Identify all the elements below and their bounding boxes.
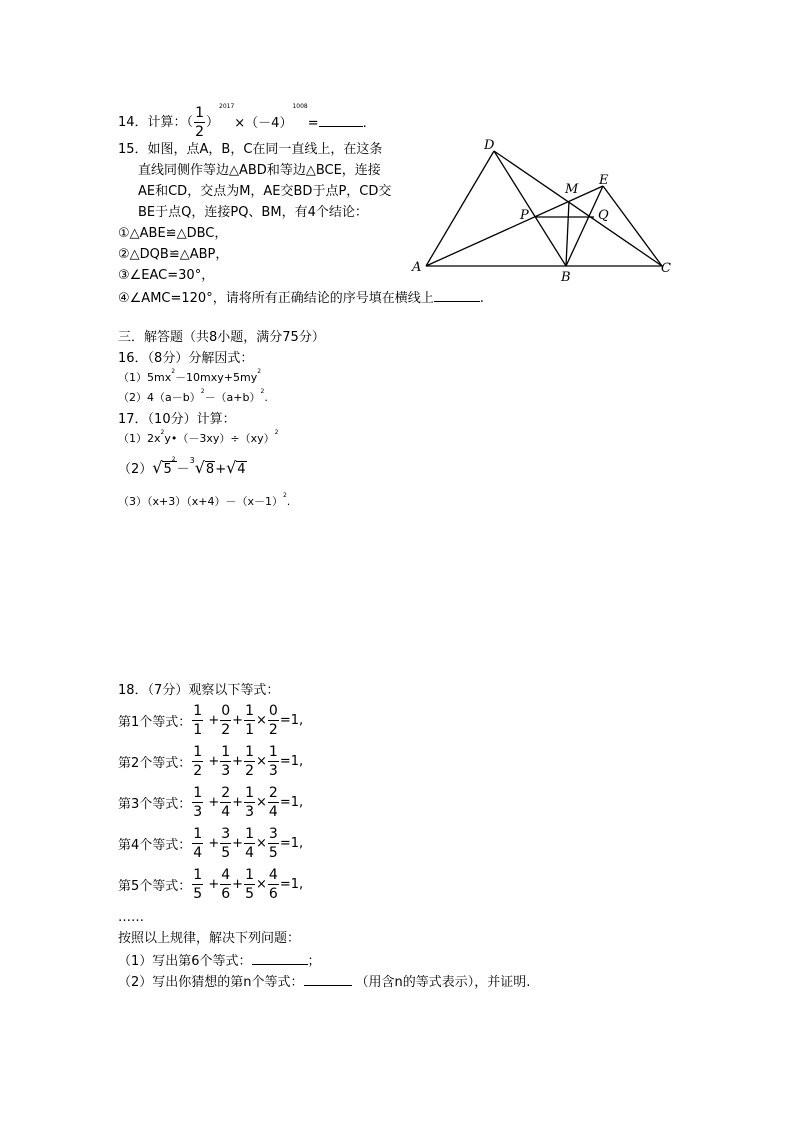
q16-part-2: [118, 388, 268, 404]
q17-part-3: [118, 492, 291, 508]
q18-q2-blank[interactable]: [304, 974, 352, 986]
q15-line-4: BE于点Q，连接PQ、BM，有4个结论：: [138, 205, 368, 220]
q17-p1-a: （1）2x: [118, 432, 161, 445]
q18-eq3-frac-c: $\frac{1}{3}$: [245, 785, 254, 820]
q15-geometry-figure: [0, 0, 793, 330]
q18-eq2-frac-c: $\frac{1}{2}$: [245, 744, 254, 779]
q18-equation-4: [118, 827, 303, 860]
q17-part-2: $(2)√5^2-^3√8+√4$: [118, 456, 246, 477]
q18-eq5-frac-c: $\frac{1}{5}$: [245, 867, 254, 902]
q17-title: 17．（10分）计算：: [118, 412, 236, 427]
segment-EC: [603, 186, 662, 266]
label-A: A: [412, 260, 422, 275]
q18-eq1-frac-a: $\frac{1}{1}$: [193, 703, 203, 738]
segment-BM: [566, 201, 569, 266]
q17-p3-exp: 2: [282, 492, 287, 499]
q18-eq2-plus-2: +: [232, 754, 244, 769]
q18-eq2-frac-d: $\frac{1}{3}$: [268, 744, 278, 779]
q18-ellipsis: ……: [118, 910, 144, 925]
q18-eq4-frac-a: $\frac{1}{4}$: [193, 826, 203, 861]
label-Q: Q: [598, 208, 609, 223]
q17-p3-a: （3）（x+3）（x+4）－（x－1）: [118, 495, 283, 508]
q16-p2-end: .: [264, 391, 268, 404]
q18-eq1-plus-2: +: [232, 713, 244, 728]
q15-line-2: 直线同侧作等边△ABD和等边△BCE，连接: [138, 163, 381, 178]
q18-eq3-plus-2: +: [232, 795, 244, 810]
q18-eq1-frac-b: $\frac{0}{2}$: [221, 703, 231, 738]
q14-paren-open: （: [186, 115, 194, 130]
q18-eq2-frac-b: $\frac{1}{3}$: [221, 744, 231, 779]
q18-equation-3: [118, 786, 303, 819]
q18-eq4-plus-1: +: [208, 836, 220, 851]
q18-q1-blank[interactable]: [252, 953, 308, 965]
q17-p3-end: .: [286, 495, 291, 508]
q18-eq2-label: 第2个等式：: [118, 756, 192, 771]
q16-title: 16．（8分）分解因式：: [118, 351, 254, 366]
label-B: B: [561, 270, 571, 285]
segment-AD: [426, 151, 494, 266]
q17-p1-exp-2: 2: [274, 429, 279, 436]
q18-eq5-frac-b: $\frac{4}{6}$: [221, 867, 231, 902]
q18-eq4-plus-2: +: [232, 836, 244, 851]
q18-eq4-frac-b: $\frac{3}{5}$: [221, 826, 231, 861]
q18-eq3-label: 第3个等式：: [118, 797, 192, 812]
q18-eq5-plus-1: +: [208, 877, 220, 892]
q18-eq2-plus-1: +: [208, 754, 220, 769]
q17-part-1: [118, 429, 279, 445]
q14-equals: =: [307, 116, 319, 131]
q18-eq3-equals: =1,: [279, 795, 304, 810]
q15-end: .: [479, 291, 484, 306]
q18-eq4-label: 第4个等式：: [118, 838, 192, 853]
q18-instruction: 按照以上规律，解决下列问题：: [118, 931, 301, 946]
q18-eq4-times: ×: [256, 836, 267, 851]
q17-minus: －: [176, 462, 190, 477]
q18-q1-text: （1）写出第6个等式：: [118, 954, 252, 969]
q16-p2-exp-1: 2: [200, 388, 205, 395]
q17-p2-label: （2）: [118, 462, 153, 477]
q15-line-1: 15．如图，点A，B，C在同一直线上，在这条: [118, 142, 383, 157]
section-3-title: 三．解答题（共8小题，满分75分）: [118, 330, 325, 345]
q18-eq1-equals: =1,: [279, 713, 304, 728]
q18-equation-1: [118, 704, 303, 737]
label-E: E: [599, 173, 609, 188]
q14-exponent-2: 1008: [292, 103, 308, 110]
q15-conclusion-4-text: ④∠AMC=120°，请将所有正确结论的序号填在横线上: [118, 291, 434, 306]
q18-eq2-frac-a: $\frac{1}{2}$: [193, 744, 203, 779]
q15-conclusion-3: ③∠EAC=30°，: [118, 268, 215, 283]
q16-p1-b: －10mxy+5my: [175, 371, 258, 384]
q18-q2-text-b: （用含n的等式表示），并证明.: [355, 975, 531, 990]
q14-exponent-1: 2017: [219, 103, 235, 110]
q18-eq5-plus-2: +: [232, 877, 244, 892]
q18-eq3-frac-b: $\frac{2}{4}$: [221, 785, 231, 820]
q14-times: ×（－4）: [234, 116, 293, 131]
q18-eq1-frac-d: $\frac{0}{2}$: [268, 703, 278, 738]
q18-eq1-frac-c: $\frac{1}{1}$: [245, 703, 254, 738]
q18-q1-end: ；: [307, 954, 321, 969]
q17-radicand-1: [162, 456, 176, 477]
q18-eq4-equals: =1,: [279, 836, 304, 851]
q18-eq3-times: ×: [256, 795, 267, 810]
q17-radicand-1-base: 5: [163, 462, 172, 477]
q16-p1-exp-2: 2: [257, 368, 262, 375]
label-D: D: [484, 138, 495, 153]
q17-radicand-3: 4: [237, 462, 246, 477]
q18-eq4-frac-d: $\frac{3}{5}$: [268, 826, 278, 861]
q18-equation-2: [118, 745, 303, 778]
q18-title: 18．（7分）观察以下等式：: [118, 683, 280, 698]
q18-eq1-label: 第1个等式：: [118, 715, 192, 730]
q18-question-2: [118, 974, 530, 989]
q18-q2-text-a: （2）写出你猜想的第n个等式：: [118, 975, 304, 990]
q15-line-3: AE和CD，交点为M，AE交BD于点P，CD交: [138, 184, 392, 199]
q18-eq5-frac-d: $\frac{4}{6}$: [268, 867, 278, 902]
label-C: C: [661, 261, 671, 276]
q17-p1-b: y•（－3xy）÷（xy）: [164, 432, 275, 445]
q17-radicand-2: 8: [205, 462, 215, 477]
segment-BE: [566, 186, 603, 266]
q16-p2-a: （2）4（a－b）: [118, 391, 201, 404]
q18-eq5-times: ×: [256, 877, 267, 892]
label-M: M: [565, 182, 579, 197]
q17-plus: +: [215, 462, 227, 477]
q18-question-1: [118, 953, 321, 968]
q18-eq5-label: 第5个等式：: [118, 879, 192, 894]
q18-eq2-equals: =1,: [279, 754, 304, 769]
q15-conclusion-2: ②△DQB≌△ABP，: [118, 247, 229, 262]
q14-end: .: [362, 116, 367, 131]
q16-p2-exp-2: 2: [260, 388, 265, 395]
segment-AE: [426, 186, 603, 266]
q16-part-1: [118, 368, 262, 384]
q17-radicand-1-exp: 2: [171, 456, 176, 463]
q18-eq3-plus-1: +: [208, 795, 220, 810]
q18-equation-5: [118, 868, 303, 901]
q18-eq3-frac-a: $\frac{1}{3}$: [193, 785, 203, 820]
q17-cube-root-index: 3: [189, 456, 195, 465]
q18-eq1-times: ×: [256, 713, 267, 728]
q14-label: 14．计算：: [118, 115, 187, 130]
q14-paren-close: ）: [205, 115, 219, 130]
q18-eq1-plus-1: +: [208, 713, 220, 728]
q14-denominator: 2: [195, 124, 204, 140]
label-P: P: [520, 208, 529, 223]
q18-eq5-frac-a: $\frac{1}{5}$: [193, 867, 203, 902]
q18-eq2-times: ×: [256, 754, 267, 769]
segment-DB: [494, 151, 566, 266]
q15-conclusion-1: ①△ABE≌△DBC，: [118, 226, 228, 241]
q17-p1-exp-1: 2: [160, 429, 165, 436]
q18-eq3-frac-d: $\frac{2}{4}$: [268, 785, 278, 820]
q16-p2-b: －（a+b）: [204, 391, 261, 404]
q14-numerator: 1: [195, 105, 204, 121]
q16-p1-a: （1）5mx: [118, 371, 172, 384]
q18-eq4-frac-c: $\frac{1}{4}$: [245, 826, 254, 861]
q18-eq5-equals: =1,: [279, 877, 304, 892]
q16-p1-exp-1: 2: [171, 368, 176, 375]
